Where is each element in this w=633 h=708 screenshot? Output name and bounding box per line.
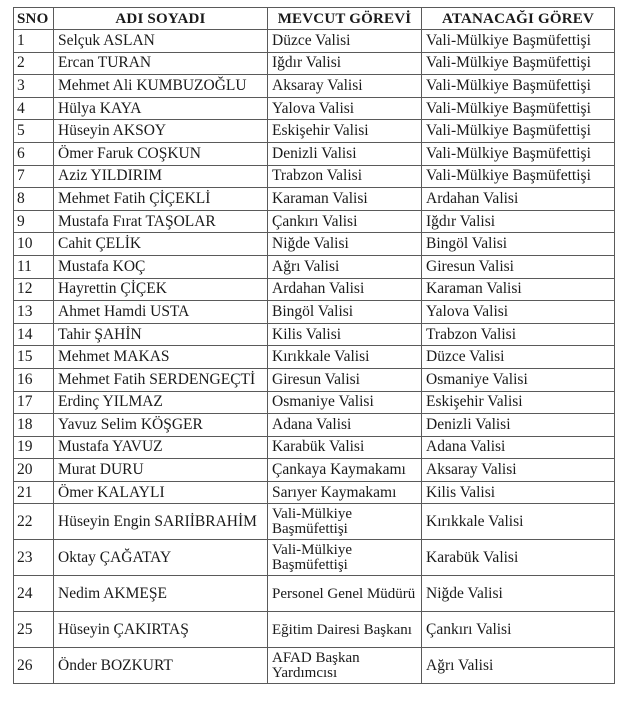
new-position-cell: Karaman Valisi	[422, 278, 615, 301]
current-position-cell: Vali-Mülkiye Başmüfettişi	[268, 540, 422, 576]
sno-cell: 19	[14, 436, 54, 459]
new-position-cell: Denizli Valisi	[422, 414, 615, 437]
table-row	[14, 391, 615, 414]
sno-cell: 3	[14, 75, 54, 98]
new-position-cell: Eskişehir Valisi	[422, 391, 615, 414]
new-position-cell: Vali-Mülkiye Başmüfettişi	[422, 75, 615, 98]
table-row	[14, 436, 615, 459]
sno-cell: 14	[14, 323, 54, 346]
name-cell: Ömer Faruk COŞKUN	[54, 142, 268, 165]
current-position-cell: Bingöl Valisi	[268, 301, 422, 324]
table-row	[14, 188, 615, 211]
current-position-cell: Eskişehir Valisi	[268, 120, 422, 143]
current-position-cell: Yalova Valisi	[268, 97, 422, 120]
new-position-cell: Düzce Valisi	[422, 346, 615, 369]
sno-cell: 5	[14, 120, 54, 143]
table-row	[14, 120, 615, 143]
table-body	[14, 30, 615, 684]
table-row	[14, 75, 615, 98]
name-cell: Mehmet Fatih SERDENGEÇTİ	[54, 368, 268, 391]
new-position-cell: Vali-Mülkiye Başmüfettişi	[422, 52, 615, 75]
current-position-cell: Trabzon Valisi	[268, 165, 422, 188]
table-row	[14, 368, 615, 391]
name-cell: Ömer KALAYLI	[54, 481, 268, 504]
new-position-cell: Aksaray Valisi	[422, 459, 615, 482]
name-cell: Oktay ÇAĞATAY	[54, 540, 268, 576]
sno-cell: 10	[14, 233, 54, 256]
table-row	[14, 142, 615, 165]
sno-cell: 21	[14, 481, 54, 504]
current-position-cell: Giresun Valisi	[268, 368, 422, 391]
current-position-cell: Kilis Valisi	[268, 323, 422, 346]
table-row	[14, 459, 615, 482]
header-sno: SNO	[14, 8, 54, 30]
current-position-cell: Iğdır Valisi	[268, 52, 422, 75]
sno-cell: 11	[14, 255, 54, 278]
new-position-cell: Ardahan Valisi	[422, 188, 615, 211]
name-cell: Mehmet MAKAS	[54, 346, 268, 369]
sno-cell: 6	[14, 142, 54, 165]
new-position-cell: Ağrı Valisi	[422, 648, 615, 684]
name-cell: Aziz YILDIRIM	[54, 165, 268, 188]
new-position-cell: Giresun Valisi	[422, 255, 615, 278]
sno-cell: 26	[14, 648, 54, 684]
name-cell: Mustafa YAVUZ	[54, 436, 268, 459]
current-position-cell: Ağrı Valisi	[268, 255, 422, 278]
current-position-cell: Ardahan Valisi	[268, 278, 422, 301]
new-position-cell: Vali-Mülkiye Başmüfettişi	[422, 142, 615, 165]
name-cell: Selçuk ASLAN	[54, 30, 268, 53]
name-cell: Mustafa Fırat TAŞOLAR	[54, 210, 268, 233]
sno-cell: 25	[14, 612, 54, 648]
sno-cell: 8	[14, 188, 54, 211]
table-row	[14, 414, 615, 437]
new-position-cell: Osmaniye Valisi	[422, 368, 615, 391]
name-cell: Yavuz Selim KÖŞGER	[54, 414, 268, 437]
new-position-cell: Kırıkkale Valisi	[422, 504, 615, 540]
current-position-cell: Personel Genel Müdürü	[268, 576, 422, 612]
table-row	[14, 346, 615, 369]
sno-cell: 16	[14, 368, 54, 391]
name-cell: Nedim AKMEŞE	[54, 576, 268, 612]
name-cell: Mustafa KOÇ	[54, 255, 268, 278]
new-position-cell: Yalova Valisi	[422, 301, 615, 324]
header-new-position: ATANACAĞI GÖREV	[422, 8, 615, 30]
name-cell: Hüseyin AKSOY	[54, 120, 268, 143]
current-position-cell: Çankırı Valisi	[268, 210, 422, 233]
table-row	[14, 210, 615, 233]
current-position-cell: Karaman Valisi	[268, 188, 422, 211]
name-cell: Cahit ÇELİK	[54, 233, 268, 256]
current-position-cell: Niğde Valisi	[268, 233, 422, 256]
name-cell: Hüseyin ÇAKIRTAŞ	[54, 612, 268, 648]
new-position-cell: Iğdır Valisi	[422, 210, 615, 233]
sno-cell: 17	[14, 391, 54, 414]
sno-cell: 7	[14, 165, 54, 188]
sno-cell: 22	[14, 504, 54, 540]
new-position-cell: Vali-Mülkiye Başmüfettişi	[422, 165, 615, 188]
header-current-position: MEVCUT GÖREVİ	[268, 8, 422, 30]
table-row	[14, 648, 615, 684]
current-position-cell: Çankaya Kaymakamı	[268, 459, 422, 482]
sno-cell: 2	[14, 52, 54, 75]
current-position-cell: Denizli Valisi	[268, 142, 422, 165]
appointments-document	[13, 7, 614, 684]
table-row	[14, 481, 615, 504]
table-row	[14, 540, 615, 576]
name-cell: Mehmet Ali KUMBUZOĞLU	[54, 75, 268, 98]
current-position-cell: Osmaniye Valisi	[268, 391, 422, 414]
new-position-cell: Vali-Mülkiye Başmüfettişi	[422, 30, 615, 53]
table-row	[14, 97, 615, 120]
current-position-cell: Düzce Valisi	[268, 30, 422, 53]
table-row	[14, 233, 615, 256]
current-position-cell: Karabük Valisi	[268, 436, 422, 459]
name-cell: Tahir ŞAHİN	[54, 323, 268, 346]
name-cell: Erdinç YILMAZ	[54, 391, 268, 414]
current-position-cell: Adana Valisi	[268, 414, 422, 437]
table-row	[14, 165, 615, 188]
sno-cell: 24	[14, 576, 54, 612]
name-cell: Hayrettin ÇİÇEK	[54, 278, 268, 301]
name-cell: Murat DURU	[54, 459, 268, 482]
table-header-row	[14, 8, 615, 30]
new-position-cell: Trabzon Valisi	[422, 323, 615, 346]
table-row	[14, 52, 615, 75]
current-position-cell: Eğitim Dairesi Başkanı	[268, 612, 422, 648]
name-cell: Hüseyin Engin SARIİBRAHİM	[54, 504, 268, 540]
new-position-cell: Vali-Mülkiye Başmüfettişi	[422, 120, 615, 143]
sno-cell: 23	[14, 540, 54, 576]
table-row	[14, 278, 615, 301]
current-position-cell: Sarıyer Kaymakamı	[268, 481, 422, 504]
new-position-cell: Bingöl Valisi	[422, 233, 615, 256]
name-cell: Mehmet Fatih ÇİÇEKLİ	[54, 188, 268, 211]
current-position-cell: Vali-Mülkiye Başmüfettişi	[268, 504, 422, 540]
name-cell: Ahmet Hamdi USTA	[54, 301, 268, 324]
new-position-cell: Karabük Valisi	[422, 540, 615, 576]
table-row	[14, 576, 615, 612]
sno-cell: 12	[14, 278, 54, 301]
new-position-cell: Çankırı Valisi	[422, 612, 615, 648]
sno-cell: 18	[14, 414, 54, 437]
table-row	[14, 255, 615, 278]
name-cell: Hülya KAYA	[54, 97, 268, 120]
new-position-cell: Niğde Valisi	[422, 576, 615, 612]
table-row	[14, 612, 615, 648]
name-cell: Önder BOZKURT	[54, 648, 268, 684]
current-position-cell: Kırıkkale Valisi	[268, 346, 422, 369]
current-position-cell: Aksaray Valisi	[268, 75, 422, 98]
new-position-cell: Kilis Valisi	[422, 481, 615, 504]
table-row	[14, 504, 615, 540]
table-row	[14, 323, 615, 346]
appointments-table	[13, 7, 615, 684]
name-cell: Ercan TURAN	[54, 52, 268, 75]
sno-cell: 4	[14, 97, 54, 120]
sno-cell: 20	[14, 459, 54, 482]
current-position-cell: AFAD Başkan Yardımcısı	[268, 648, 422, 684]
table-row	[14, 301, 615, 324]
sno-cell: 13	[14, 301, 54, 324]
sno-cell: 15	[14, 346, 54, 369]
new-position-cell: Vali-Mülkiye Başmüfettişi	[422, 97, 615, 120]
table-row	[14, 30, 615, 53]
sno-cell: 1	[14, 30, 54, 53]
sno-cell: 9	[14, 210, 54, 233]
header-name: ADI SOYADI	[54, 8, 268, 30]
new-position-cell: Adana Valisi	[422, 436, 615, 459]
